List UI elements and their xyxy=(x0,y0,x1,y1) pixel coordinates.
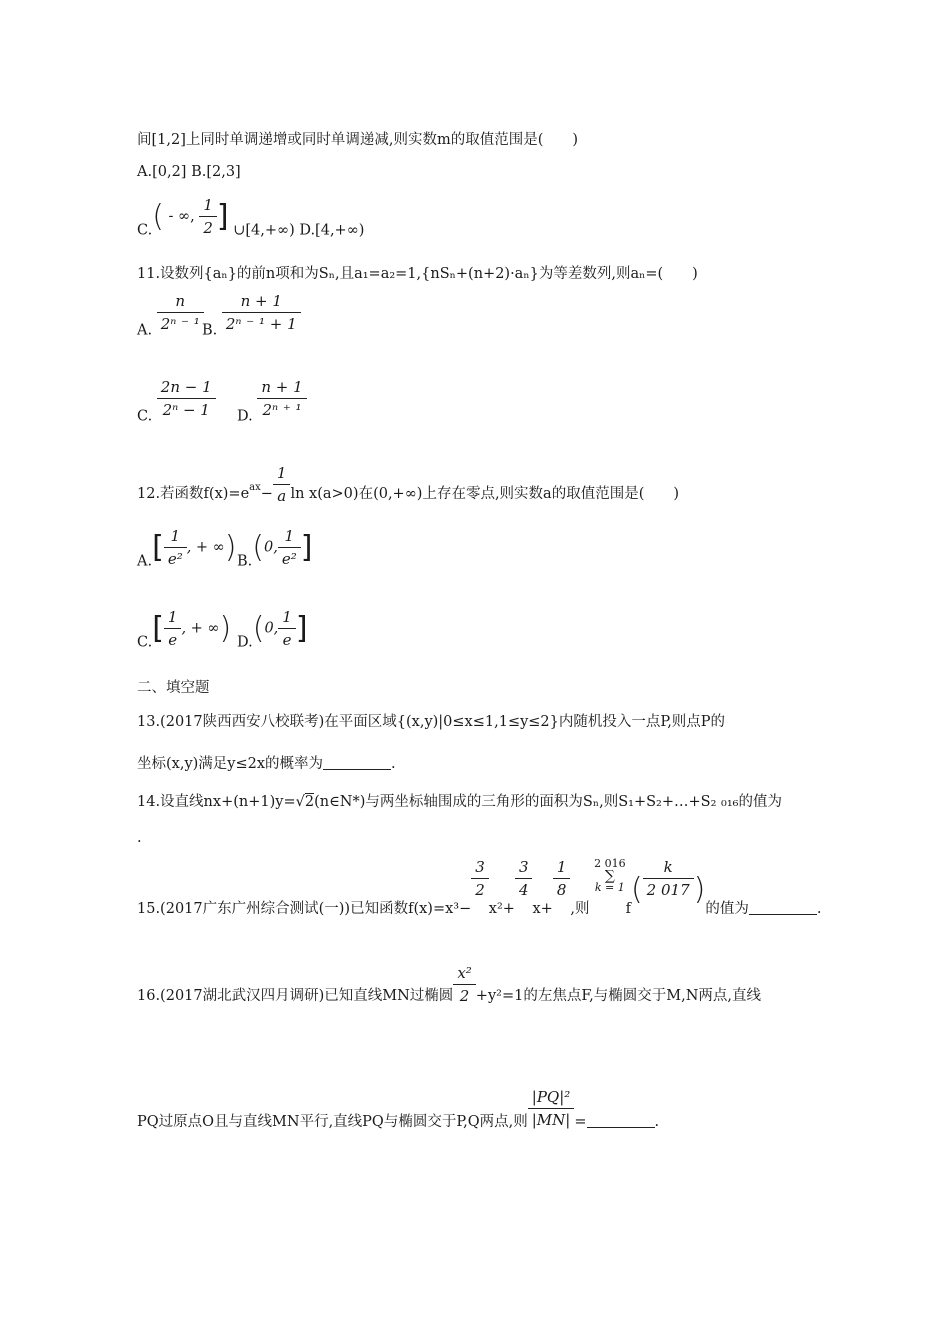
q12-option-c: C.[ $\frac{1}{e}$ , + ∞) xyxy=(137,608,232,651)
q11-stem: 11.设数列{aₙ}的前n项和为Sₙ,且a₁=a₂=1,{nSₙ+(n+2)·aₙ}为等差数列,则aₙ=( ) xyxy=(137,266,698,282)
q13-line1: 13.(2017陕西西安八校联考)在平面区域{(x,y)|0≤x≤1,1≤y≤2}内随机投入一点P,则点P的 xyxy=(137,714,726,730)
q12-option-a: A.[ $\frac{1}{\text{e²}}$ , + ∞) xyxy=(137,527,237,570)
q12-option-b: B.(0, $\frac{1}{\text{e²}}$ ] xyxy=(237,527,313,570)
q13-answer-blank[interactable] xyxy=(323,755,391,770)
q14-line1: 14.设直线nx+(n+1)y=√2(n∈N*)与两坐标轴围成的三角形的面积为Sₙ,则S₁+S₂+…+S₂ ₀₁₆的值为 xyxy=(137,794,782,810)
q12-stem: 12.若函数$f(x)=e_{ax}-$ $\frac{1}{a}$ ln x(a>0)在(0,+∞)上存在零点,则实数a的取值范围是( ) xyxy=(137,464,680,505)
q16-line1: 16.(2017湖北武汉四月调研)已知直线MN过椭圆 $\frac{\text{x²}}{2}$ +y²=1的左焦点F,与椭圆交于M,N两点,直线 xyxy=(137,964,761,1005)
q15-line: 15.(2017广东广州综合测试(一))已知函数f(x)=x³− $\frac{3}{2}$ x²+ $\frac{3}{4}$ x+ $\frac{1}{8}$ ,则 2 016 ∑ k = 1 f( $\frac{k}{2 017}$ )的值为 . xyxy=(137,857,822,917)
q10-options-ab: A.[0,2] B.[2,3] xyxy=(137,164,241,180)
q11-option-a: A. $\frac{n}{\text{2ⁿ ⁻ ¹}}$ xyxy=(137,292,204,339)
section-heading: 二、填空题 xyxy=(137,680,210,696)
q11-option-b: B. $\frac{n + 1}{\text{2ⁿ ⁻ ¹ + 1}}$ xyxy=(202,292,301,339)
q10-stem: 间[1,2]上同时单调递增或同时单调递减,则实数m的取值范围是( ) xyxy=(137,132,579,148)
q13-line2: 坐标(x,y)满足y≤2x的概率为 . xyxy=(137,756,396,772)
q14-line2: . xyxy=(137,830,142,846)
q16-line2: PQ过原点O且与直线MN平行,直线PQ与椭圆交于P,Q两点,则 $\frac{\text{|PQ|²}}{|MN|}$ = . xyxy=(137,1088,660,1130)
q10-option-c: C.( - ∞, $\frac{1}{2}$ ] ∪[4,+∞) D.[4,+∞) xyxy=(137,196,365,239)
q16-answer-blank[interactable] xyxy=(587,1113,655,1128)
q11-option-c: C. $\frac{2n - 1}{\text{2ⁿ − 1}}$ xyxy=(137,378,216,425)
q11-option-d: D. $\frac{n + 1}{\text{2ⁿ ⁺ ¹}}$ xyxy=(237,378,307,425)
q15-answer-blank[interactable] xyxy=(749,900,817,915)
q12-option-d: D.(0, $\frac{1}{e}$ ] xyxy=(237,608,308,651)
